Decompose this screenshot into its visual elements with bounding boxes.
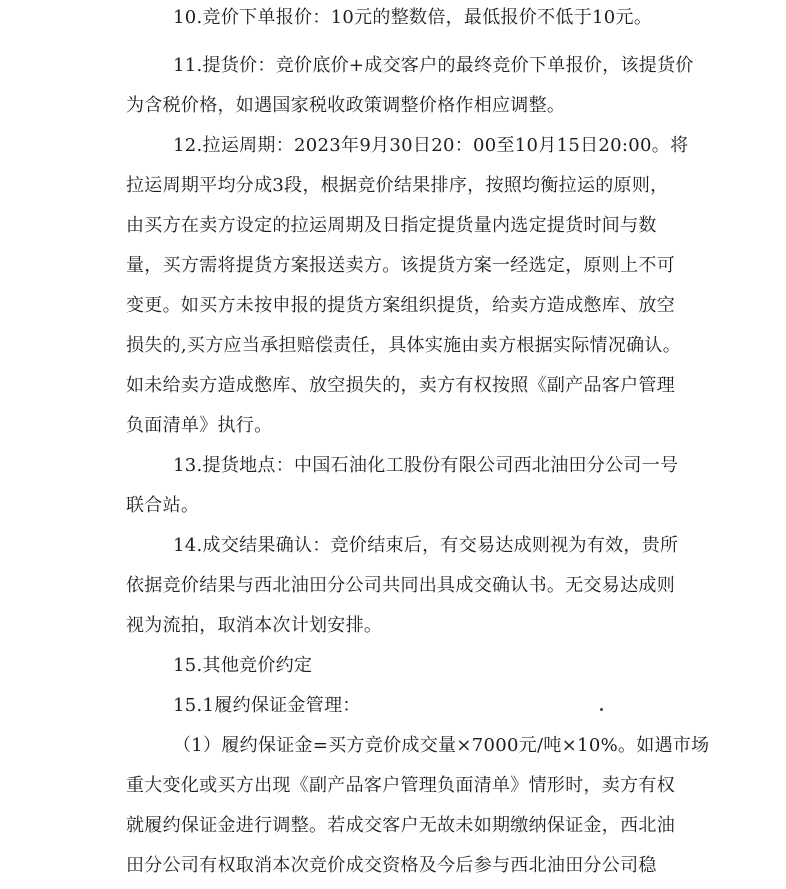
text-line: 重大变化或买方出现《副产品客户管理负面清单》情形时，卖方有权 <box>126 775 675 796</box>
text-line: 拉运周期平均分成3段，根据竞价结果排序，按照均衡拉运的原则， <box>126 175 669 196</box>
text-line: 损失的,买方应当承担赔偿责任，具体实施由卖方根据实际情况确认。 <box>126 335 682 356</box>
text-line: 11.提货价：竞价底价+成交客户的最终竞价下单报价，该提货价 <box>173 55 694 76</box>
text-line: 15.其他竞价约定 <box>173 655 313 676</box>
text-line: 变更。如买方未按申报的提货方案组织提货，给卖方造成憋库、放空 <box>126 295 675 316</box>
text-line: 13.提货地点：中国石油化工股份有限公司西北油田分公司一号 <box>173 455 679 476</box>
text-line: 田分公司有权取消本次竞价成交资格及今后参与西北油田分公司稳 <box>126 855 657 876</box>
text-line: 由买方在卖方设定的拉运周期及日指定提货量内选定提货时间与数 <box>126 215 657 236</box>
text-line: 10.竞价下单报价：10元的整数倍，最低报价不低于10元。 <box>173 7 653 28</box>
text-line: 视为流拍，取消本次计划安排。 <box>126 615 383 636</box>
text-line: 12.拉运周期：2023年9月30日20：00至10月15日20:00。将 <box>173 135 689 156</box>
text-line: 负面清单》执行。 <box>126 415 273 436</box>
text-line: 依据竞价结果与西北油田分公司共同出具成交确认书。无交易达成则 <box>126 575 675 596</box>
text-line: 就履约保证金进行调整。若成交客户无故未如期缴纳保证金，西北油 <box>126 815 675 836</box>
text-line: 如未给卖方造成憋库、放空损失的，卖方有权按照《副产品客户管理 <box>126 375 675 396</box>
text-line: 量，买方需将提货方案报送卖方。该提货方案一经选定，原则上不可 <box>126 255 675 276</box>
text-line: 15.1履约保证金管理： <box>173 695 361 716</box>
text-line: 联合站。 <box>126 495 200 516</box>
text-line: 为含税价格，如遇国家税收政策调整价格作相应调整。 <box>126 95 566 116</box>
text-line: （1）履约保证金=买方竞价成交量×7000元/吨×10%。如遇市场 <box>173 735 710 756</box>
text-line: 14.成交结果确认：竞价结束后，有交易达成则视为有效，贵所 <box>173 535 679 556</box>
scan-speck <box>600 708 603 711</box>
